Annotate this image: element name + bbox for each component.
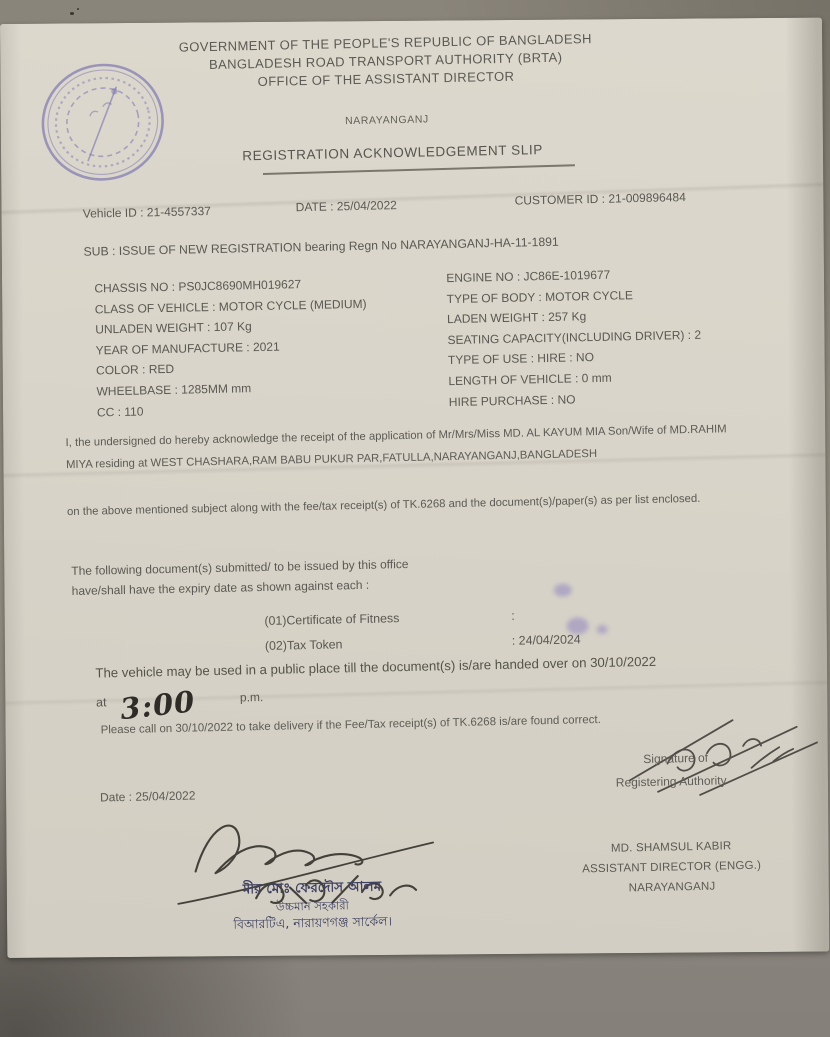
unladen-weight: UNLADEN WEIGHT : 107 Kg (95, 319, 252, 337)
hire-purchase: HIRE PURCHASE : NO (448, 391, 576, 409)
gov-header-line1: GOVERNMENT OF THE PEOPLE'S REPUBLIC OF BANGLADESH (178, 31, 592, 55)
pm-label: p.m. (239, 690, 264, 705)
registering-authority-caption: Registering Authority (615, 773, 727, 790)
vehicle-details-right-column (446, 263, 703, 412)
officer-location: NARAYANGANJ (628, 880, 716, 895)
vehicle-details-left-column (94, 273, 369, 423)
fee-receipt-line: on the above mentioned subject along with the fee/tax receipt(s) of TK.6268 and the document(s)/paper(s) as per list enclosed. (66, 492, 701, 519)
document-item-name: (01)Certificate of Fitness (264, 611, 400, 628)
acknowledgement-line1: I, the undersigned do hereby acknowledge the receipt of the application of Mr/Mrs/Miss MD. AL KAYUM MIA Son/Wife of MD.RAHIM (65, 423, 727, 450)
laden-weight: LADEN WEIGHT : 257 Kg (446, 309, 587, 327)
document-item-expiry: : (511, 608, 515, 623)
wheelbase: WHEELBASE : 1285MM mm (96, 381, 252, 399)
document-item-expiry: : 24/04/2024 (511, 632, 581, 648)
gov-header-line3: OFFICE OF THE ASSISTANT DIRECTOR (257, 68, 515, 90)
ink-smudge (554, 584, 572, 597)
ink-smudge (566, 617, 588, 634)
date-field: DATE : 25/04/2022 (295, 198, 398, 215)
chassis-no: CHASSIS NO : PS0JC8690MH019627 (94, 277, 302, 296)
signature-of-caption: Signature of (643, 750, 709, 767)
handwritten-time: 3:00 (118, 684, 197, 727)
subject-line: SUB : ISSUE OF NEW REGISTRATION bearing Regn No NARAYANGANJ-HA-11-1891 (83, 234, 559, 259)
stamp-office-line: বিআরটিএ, নারায়ণগঞ্জ সার্কেল। (233, 913, 393, 932)
acknowledgement-line2: MIYA residing at WEST CHASHARA,RAM BABU PUKUR PAR,FATULLA,NARAYANGANJ,BANGLADESH (65, 447, 598, 471)
officer-name-block (551, 835, 792, 900)
stamp-designation-line: উচ্চমান সহকারী (275, 898, 350, 914)
customer-id: CUSTOMER ID : 21-009896484 (514, 190, 686, 208)
documents-intro-line2: have/shall have the expiry date as shown against each : (71, 577, 370, 599)
officer-title: ASSISTANT DIRECTOR (ENGG.) (582, 859, 762, 876)
vehicle-id: Vehicle ID : 21-4557337 (82, 204, 212, 221)
type-of-use: TYPE OF USE : HIRE : NO (447, 350, 595, 368)
ink-dot-mark (77, 8, 79, 10)
office-location: NARAYANGANJ (344, 113, 429, 128)
document-item-name: (02)Tax Token (264, 637, 343, 653)
ink-smudge (597, 625, 608, 634)
year-of-manufacture: YEAR OF MANUFACTURE : 2021 (95, 339, 280, 358)
issue-date-line: Date : 25/04/2022 (99, 788, 196, 805)
documents-intro (71, 554, 409, 601)
documents-list (264, 608, 581, 664)
cc-field: CC : 110 (96, 404, 144, 420)
seating-capacity: SEATING CAPACITY(INCLUDING DRIVER) : 2 (447, 327, 702, 347)
ink-dot-mark (70, 12, 74, 15)
gov-header-line2: BANGLADESH ROAD TRANSPORT AUTHORITY (BRTA) (208, 49, 563, 73)
class-of-vehicle: CLASS OF VEHICLE : MOTOR CYCLE (MEDIUM) (94, 296, 367, 317)
registration-slip-paper (0, 18, 829, 958)
at-label: at (95, 695, 107, 710)
document-item-fitness (264, 608, 515, 639)
slip-title: REGISTRATION ACKNOWLEDGEMENT SLIP (242, 142, 544, 164)
engine-no: ENGINE NO : JC86E-1019677 (446, 267, 611, 286)
documents-intro-line1: The following document(s) submitted/ to be issued by this office (71, 556, 409, 579)
length-of-vehicle: LENGTH OF VEHICLE : 0 mm (448, 370, 612, 389)
type-of-body: TYPE OF BODY : MOTOR CYCLE (446, 287, 634, 306)
color-field: COLOR : RED (95, 362, 175, 378)
officer-name: MD. SHAMSUL KABIR (610, 840, 732, 855)
please-call-line: Please call on 30/10/2022 to take delivery if the Fee/Tax receipt(s) of TK.6268 is/are found correct. (100, 713, 601, 737)
title-underline (263, 164, 575, 175)
stamp-name-line: মীর মোঃ ফেরদৌস আলম (242, 878, 382, 898)
public-place-line: The vehicle may be used in a public place till the document(s) is/are handed over on 30/10/2022 (95, 653, 657, 681)
acknowledgement-paragraph (65, 418, 786, 476)
assistant-name-stamp (162, 876, 463, 935)
